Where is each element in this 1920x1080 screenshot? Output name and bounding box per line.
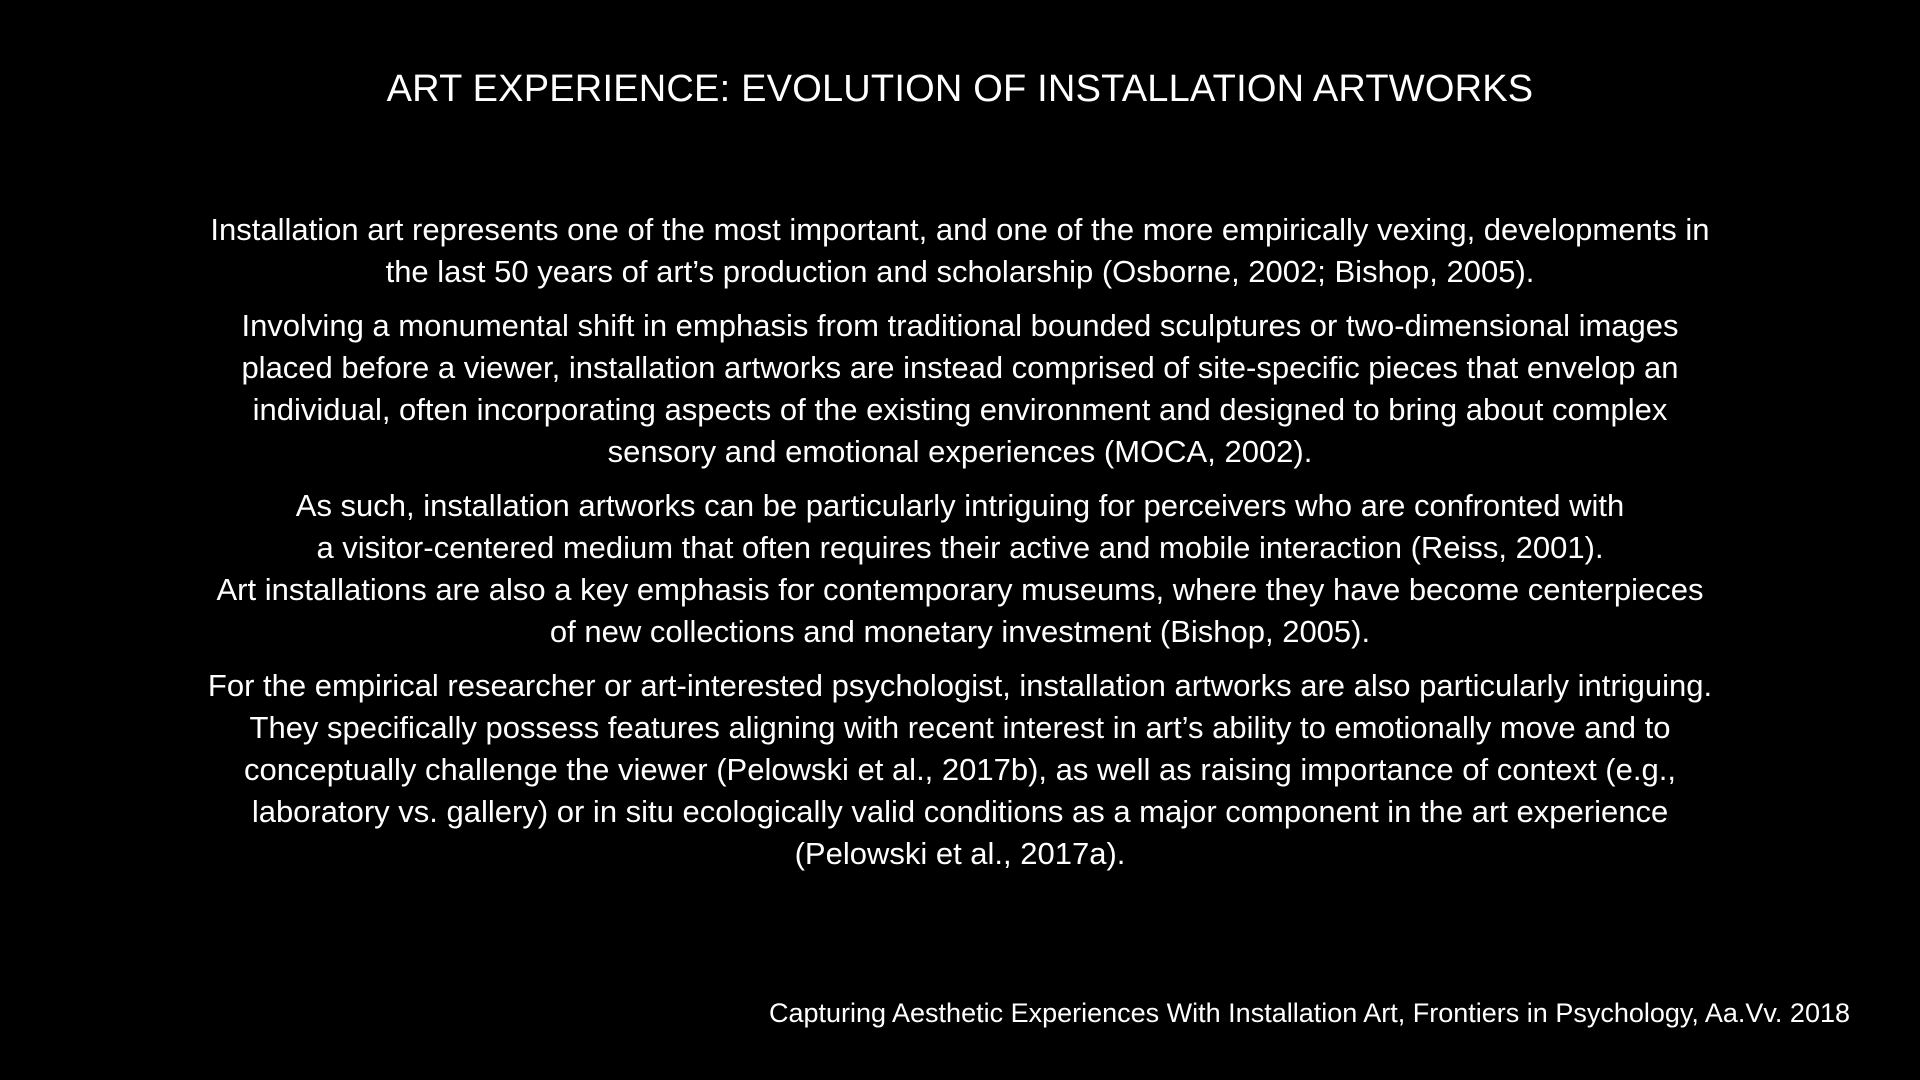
- paragraph-line: Installation art represents one of the most important, and one of the more empirically vexing, developments in: [210, 212, 1710, 247]
- paragraph-line: For the empirical researcher or art-interested psychologist, installation artworks are also particularly intriguing.: [207, 668, 1713, 703]
- paragraph-line: laboratory vs. gallery) or in situ ecologically valid conditions as a major component in the art experience: [251, 794, 1669, 829]
- paragraph-2: [60, 305, 1860, 473]
- source-citation: Capturing Aesthetic Experiences With Installation Art, Frontiers in Psychology, Aa.Vv. 2018: [768, 998, 1850, 1028]
- paragraph-line: conceptually challenge the viewer (Pelowski et al., 2017b), as well as raising importance of context (e.g.,: [244, 752, 1676, 787]
- paragraph-4: [60, 665, 1860, 875]
- paragraph-line: individual, often incorporating aspects of the existing environment and designed to bring about complex: [252, 392, 1668, 427]
- paragraph-line: (Pelowski et al., 2017a).: [794, 836, 1126, 871]
- paragraph-line: of new collections and monetary investment (Bishop, 2005).: [549, 614, 1371, 649]
- slide-body: [60, 209, 1860, 887]
- paragraph-line: They specifically possess features aligning with recent interest in art’s ability to emotionally move and to: [249, 710, 1671, 745]
- paragraph-line: placed before a viewer, installation artworks are instead comprised of site-specific pieces that envelop an: [241, 350, 1679, 385]
- paragraph-3: [60, 485, 1860, 653]
- paragraph-1: [60, 209, 1860, 293]
- paragraph-line: a visitor-centered medium that often requires their active and mobile interaction (Reiss, 2001).: [316, 530, 1604, 565]
- slide-title: ART EXPERIENCE: EVOLUTION OF INSTALLATION ARTWORKS: [386, 68, 1534, 110]
- paragraph-line: As such, installation artworks can be particularly intriguing for perceivers who are confronted with: [295, 488, 1625, 523]
- paragraph-line: sensory and emotional experiences (MOCA, 2002).: [607, 434, 1313, 469]
- paragraph-line: the last 50 years of art’s production and scholarship (Osborne, 2002; Bishop, 2005).: [385, 254, 1535, 289]
- paragraph-line: Art installations are also a key emphasis for contemporary museums, where they have become centerpieces: [216, 572, 1704, 607]
- paragraph-line: Involving a monumental shift in emphasis from traditional bounded sculptures or two-dimensional images: [241, 308, 1679, 343]
